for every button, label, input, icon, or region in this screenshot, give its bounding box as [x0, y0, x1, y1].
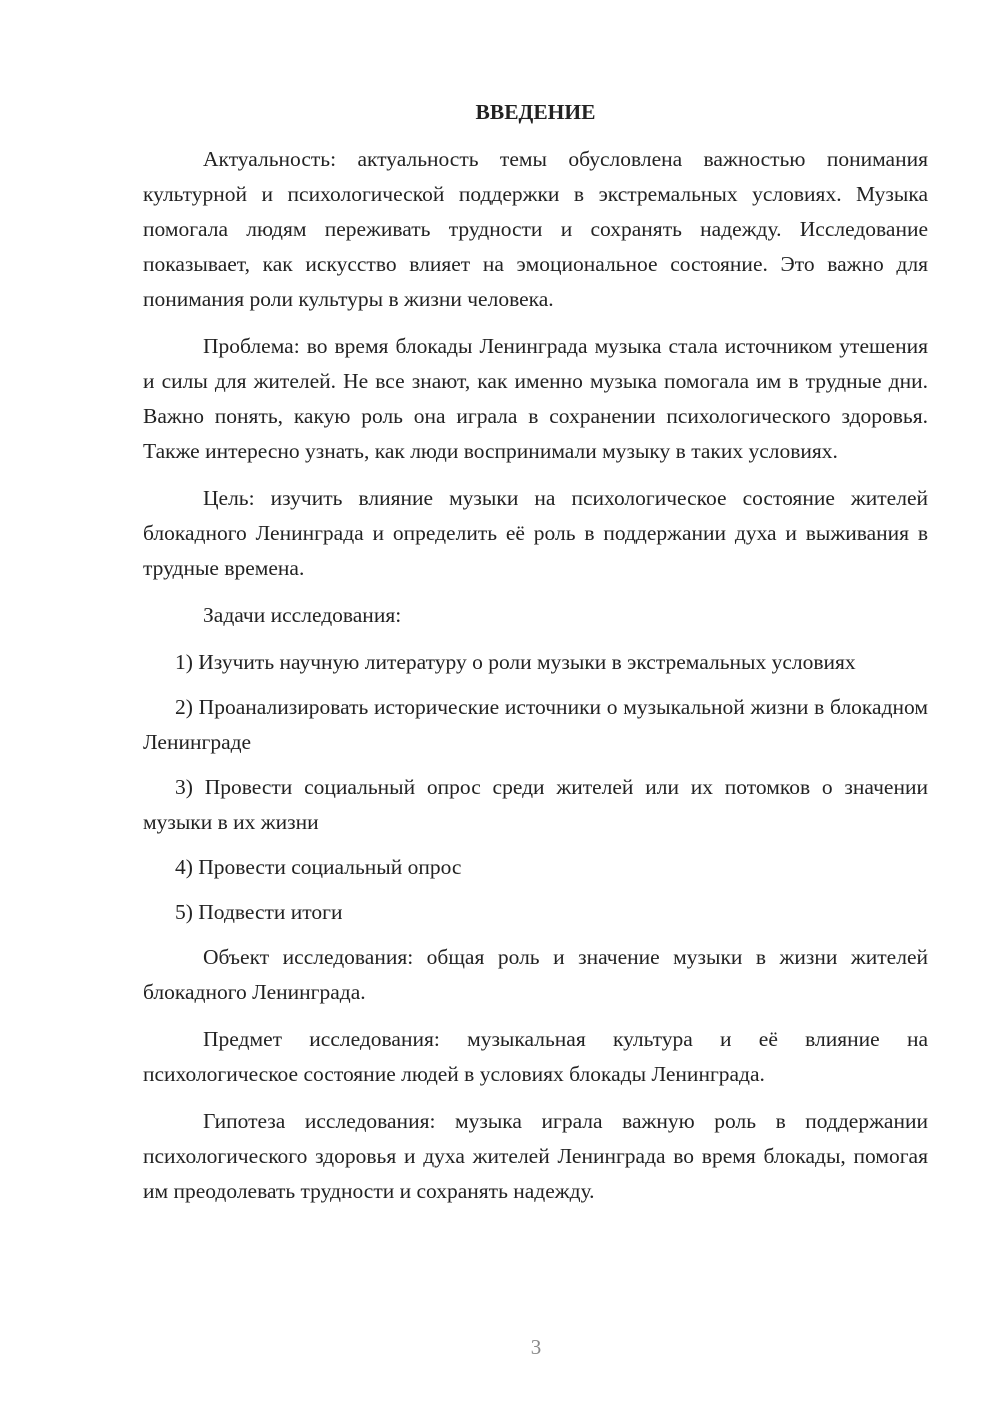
task-item-3: 3) Провести социальный опрос среди жителей или их потомков о значении музыки в их жизни	[143, 775, 928, 834]
task-item-1: 1) Изучить научную литературу о роли музыки в экстремальных условиях	[175, 650, 856, 674]
paragraph-goal: Цель: изучить влияние музыки на психологическое состояние жителей блокадного Ленинграда и определить её роль в поддержании духа и выживания в трудные времена.	[143, 486, 928, 580]
task-item-5: 5) Подвести итоги	[175, 900, 343, 924]
task-item-4: 4) Провести социальный опрос	[175, 855, 462, 879]
document-page	[143, 95, 928, 1221]
paragraph-subject: Предмет исследования: музыкальная культура и её влияние на психологическое состояние людей в условиях блокады Ленинграда.	[143, 1027, 928, 1086]
paragraph-hypothesis: Гипотеза исследования: музыка играла важную роль в поддержании психологического здоровья и духа жителей Ленинграда во время блокады, помогая им преодолевать трудности и сохранять надежду.	[143, 1109, 928, 1203]
section-title: ВВЕДЕНИЕ	[475, 100, 596, 124]
paragraph-object: Объект исследования: общая роль и значение музыки в жизни жителей блокадного Ленинграда.	[143, 945, 928, 1004]
tasks-heading: Задачи исследования:	[203, 603, 402, 627]
paragraph-problem: Проблема: во время блокады Ленинграда музыка стала источником утешения и силы для жителей. Не все знают, как именно музыка помогала им в трудные дни. Важно понять, какую роль она играла в сохранении психологического здоровья. Также интересно узнать, как люди воспринимали музыку в таких условиях.	[143, 334, 928, 463]
task-item-2: 2) Проанализировать исторические источники о музыкальной жизни в блокадном Ленинграде	[143, 695, 928, 754]
page-number: 3	[530, 1335, 542, 1359]
paragraph-relevance: Актуальность: актуальность темы обусловлена важностью понимания культурной и психологической поддержки в экстремальных условиях. Музыка помогала людям переживать трудности и сохранять надежду. Исследование показывает, как искусство влияет на эмоциональное состояние. Это важно для понимания роли культуры в жизни человека.	[143, 147, 928, 311]
